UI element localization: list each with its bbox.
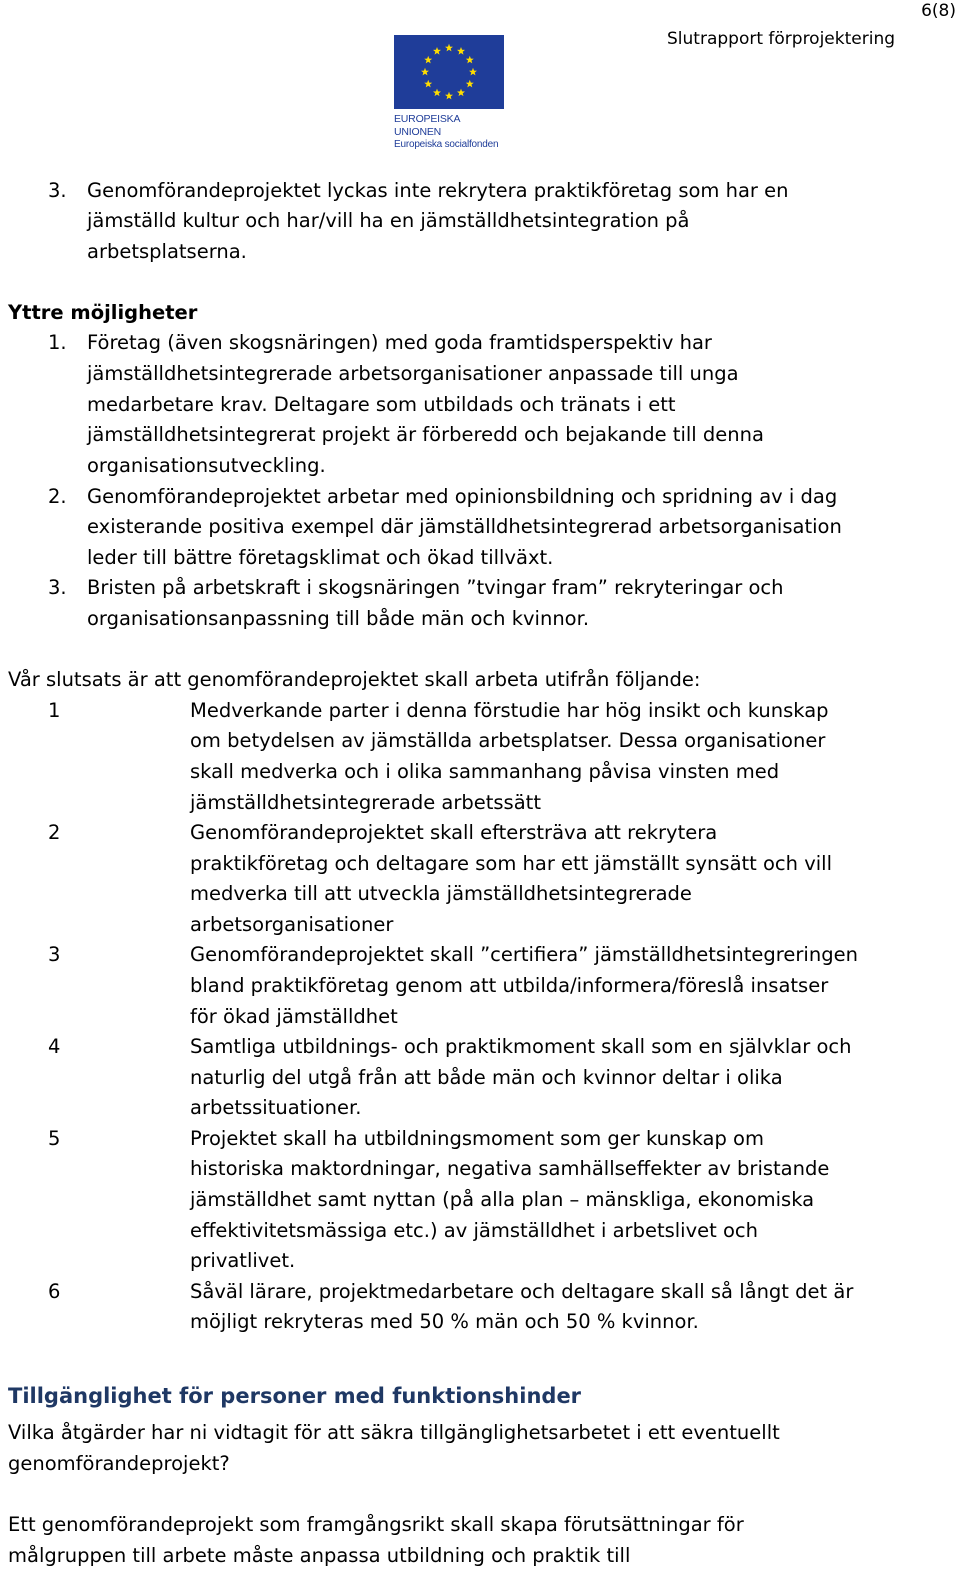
list-number: 3. <box>48 576 67 599</box>
question-line: genomförandeprojekt? <box>8 1452 230 1475</box>
list-line: Genomförandeprojektet skall eftersträva att rekrytera <box>190 821 718 844</box>
list-line: Företag (även skogsnäringen) med goda framtidsperspektiv har <box>87 331 712 354</box>
list-line: bland praktikföretag genom att utbilda/informera/föreslå insatser <box>190 974 829 997</box>
list-line: Bristen på arbetskraft i skogsnäringen ”tvingar fram” rekryteringar och <box>87 576 784 599</box>
list-line: medarbetare krav. Deltagare som utbildads och tränats i ett <box>87 393 676 416</box>
list-line: Projektet skall ha utbildningsmoment som ger kunskap om <box>190 1127 764 1150</box>
question-line: Vilka åtgärder har ni vidtagit för att säkra tillgänglighetsarbetet i ett eventuellt <box>8 1421 780 1444</box>
list-number: 1. <box>48 331 67 354</box>
list-line: jämställdhetsintegrerade arbetssätt <box>190 791 541 814</box>
list-line: jämställdhetsintegrerade arbetsorganisationer anpassade till unga <box>87 362 739 385</box>
list-line: arbetssituationer. <box>190 1096 362 1119</box>
list-line: arbetsplatserna. <box>87 240 247 263</box>
list-line: Genomförandeprojektet arbetar med opinionsbildning och spridning av i dag <box>87 485 838 508</box>
list-line: om betydelsen av jämställda arbetsplatser. Dessa organisationer <box>190 729 826 752</box>
logo-text-eu: EUROPEISKA UNIONEN <box>394 113 460 138</box>
list-line: för ökad jämställdhet <box>190 1005 398 1028</box>
conclusion-intro: Vår slutsats är att genomförandeprojektet skall arbeta utifrån följande: <box>8 668 701 691</box>
list-number: 2 <box>48 821 61 844</box>
list-line: praktikföretag och deltagare som har ett jämställt synsätt och vill <box>190 852 833 875</box>
list-number: 1 <box>48 699 61 722</box>
eu-logo <box>394 35 504 151</box>
list-line: organisationsutveckling. <box>87 454 326 477</box>
list-line: jämställdhet samt nyttan (på alla plan – mänskliga, ekonomiska <box>190 1188 815 1211</box>
list-number: 3 <box>48 943 61 966</box>
answer-line: målgruppen till arbete måste anpassa utbildning och praktik till <box>8 1544 631 1567</box>
list-line: skall medverka och i olika sammanhang påvisa vinsten med <box>190 760 780 783</box>
running-title: Slutrapport förprojektering <box>667 29 896 49</box>
list-line: Samtliga utbildnings- och praktikmoment skall som en självklar och <box>190 1035 852 1058</box>
list-line: Såväl lärare, projektmedarbetare och deltagare skall så långt det är <box>190 1280 854 1303</box>
list-line: naturlig del utgå från att både män och kvinnor deltar i olika <box>190 1066 783 1089</box>
list-line: arbetsorganisationer <box>190 913 394 936</box>
list-line: organisationsanpassning till både män och kvinnor. <box>87 607 590 630</box>
list-line: Medverkande parter i denna förstudie har hög insikt och kunskap <box>190 699 829 722</box>
logo-text-esf: Europeiska socialfonden <box>394 139 499 150</box>
list-line: medverka till att utveckla jämställdhetsintegrerade <box>190 882 692 905</box>
list-line: effektivitetsmässiga etc.) av jämställdhet i arbetslivet och <box>190 1219 758 1242</box>
list-line: privatlivet. <box>190 1249 296 1272</box>
list-line: leder till bättre företagsklimat och ökad tillväxt. <box>87 546 554 569</box>
list-number: 3. <box>48 179 67 202</box>
answer-line: Ett genomförandeprojekt som framgångsrikt skall skapa förutsättningar för <box>8 1513 744 1536</box>
section-heading-opportunities: Yttre möjligheter <box>8 301 198 324</box>
section-heading-accessibility: Tillgänglighet för personer med funktionshinder <box>8 1384 582 1408</box>
eu-flag-icon <box>394 35 504 109</box>
list-line: historiska maktordningar, negativa samhällseffekter av bristande <box>190 1157 830 1180</box>
list-number: 4 <box>48 1035 61 1058</box>
list-number: 2. <box>48 485 67 508</box>
list-line: Genomförandeprojektet lyckas inte rekrytera praktikföretag som har en <box>87 179 789 202</box>
list-line: jämställdhetsintegrerat projekt är förberedd och bejakande till denna <box>87 423 764 446</box>
list-line: jämställd kultur och har/vill ha en jämställdhetsintegration på <box>87 209 690 232</box>
page-number: 6(8) <box>921 1 956 21</box>
list-line: möjligt rekryteras med 50 % män och 50 % kvinnor. <box>190 1310 699 1333</box>
list-line: existerande positiva exempel där jämställdhetsintegrerad arbetsorganisation <box>87 515 842 538</box>
list-number: 6 <box>48 1280 61 1303</box>
list-line: Genomförandeprojektet skall ”certifiera” jämställdhetsintegreringen <box>190 943 858 966</box>
list-number: 5 <box>48 1127 61 1150</box>
